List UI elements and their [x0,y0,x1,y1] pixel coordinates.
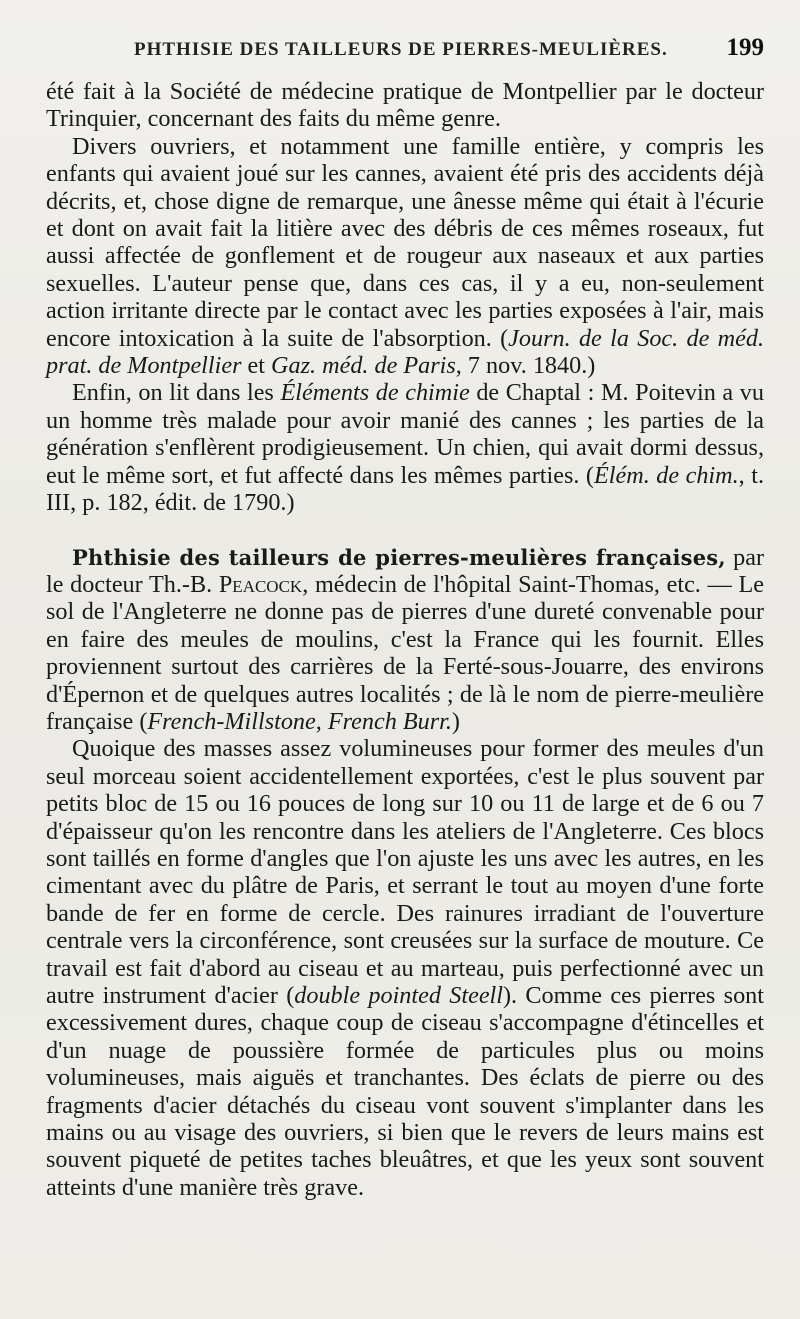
section-peacock [46,544,764,736]
author-name: Peacock [218,570,303,598]
paragraph-text: ) [451,707,460,735]
section-heading: Phthisie des tailleurs de pierres-meulières françaises, [72,544,726,570]
body-text [46,78,764,1201]
paragraph-text: Quoique des masses assez volumineuses pour former des meules d'un seul morceau soient accidentellement exportées, c'est le plus souvent par petits bloc de 15 ou 16 pouces de long sur 10 ou 11 de large et de 6 ou 7 d'épaisseur qu'on les rencontre dans les ateliers de l'Angleterre. Ces blocs sont taillés en forme d'angles que l'on ajuste les uns avec les autres, en les cimentant avec du plâtre de Paris, et serrant le tout au moyen d'une forte bande de fer en forme de cercle. Des rainures irradiant de l'ouverture centrale vers la circonférence, sont creusées sur la surface de mouture. Ce travail est fait d'abord au ciseau et au marteau, puis perfectionné avec un autre instrument d'acier ( [46,735,764,1009]
citation-abbrev: Élém. de chim. [594,461,739,489]
running-head [46,34,764,78]
citation-journal: Journ. de la Soc. de méd. prat. de Montpellier [46,324,764,380]
english-term: French-Millstone, French Burr. [147,707,452,735]
paragraph-millstones [46,735,764,1201]
paragraph-text: ). Comme ces pierres sont excessivement dures, chaque coup de ciseau s'accompagne d'étincelles et d'un nuage de poussière formée de particules plus ou moins volumineuses, mais aiguës et tranchantes. Des éclats de pierre ou des fragments d'acier détachés du ciseau vont souvent s'implanter dans les mains ou au visage des ouvriers, si bien que le revers de leurs mains est souvent piqueté de petites taches bleuâtres, et que les yeux sont souvent atteints d'une manière très grave. [46,982,764,1201]
paragraph-continuation [46,78,764,133]
paragraph-text: et [241,352,272,380]
citation-date: 7 nov. 1840.) [461,352,596,380]
paragraph-text: , médecin de l'hôpital Saint-Thomas, etc. — Le sol de l'Angleterre ne donne pas de pierres d'une dureté convenable pour en faire des meules de moulins, c'est la France qui les fournit. Elles proviennent surtout des carrières de la Ferté-sous-Jouarre, des environs d'Épernon et de quelques autres localités ; de là le nom de pierre-meulière française ( [46,570,764,735]
citation-book-title: Éléments de chimie [280,379,470,407]
paragraph-trinquier-case [46,133,764,380]
paragraph-chaptal [46,379,764,516]
paragraph-text: par le docteur Th.-B. [46,543,765,598]
running-head-title: PHTHISIE DES TAILLEURS DE PIERRES-MEULIÈRES. [134,39,668,60]
page-number: 199 [726,34,764,61]
paragraph-text: Divers ouvriers, et notamment une famille entière, y compris les enfants qui avaient joué sur les cannes, avaient été pris des accidents déjà décrits, et, chose digne de remarque, une ânesse même qui était à l'écurie et dont on avait fait la litière avec des débris de ces mêmes roseaux, fut aussi affectée de gonflement et de rougeur aux naseaux et aux parties sexuelles. L'auteur pense que, dans ces cas, il y a eu, non-seulement action irritante directe par le contact avec les parties exposées à l'air, mais encore intoxication à la suite de l'absorption. ( [46,132,764,352]
citation-gazette: Gaz. méd. de Paris, [271,352,462,380]
paragraph-text: Enfin, on lit dans les [72,379,281,407]
paragraph-text: de Chaptal : M. Poitevin a vu un homme très malade pour avoir manié des cannes ; les parties de la génération s'enflèrent prodigieusement. Un chien, qui avait dormi dessus, eut le même sort, et fut affecté dans les mêmes parties. ( [46,379,764,489]
citation-details: , t. III, p. 182, édit. de 1790.) [46,461,764,517]
section-gap [46,517,764,544]
paragraph-text: été fait à la Société de médecine pratique de Montpellier par le docteur Trinquier, concernant des faits du même genre. [46,78,764,133]
english-term: double pointed Steell [294,982,503,1009]
